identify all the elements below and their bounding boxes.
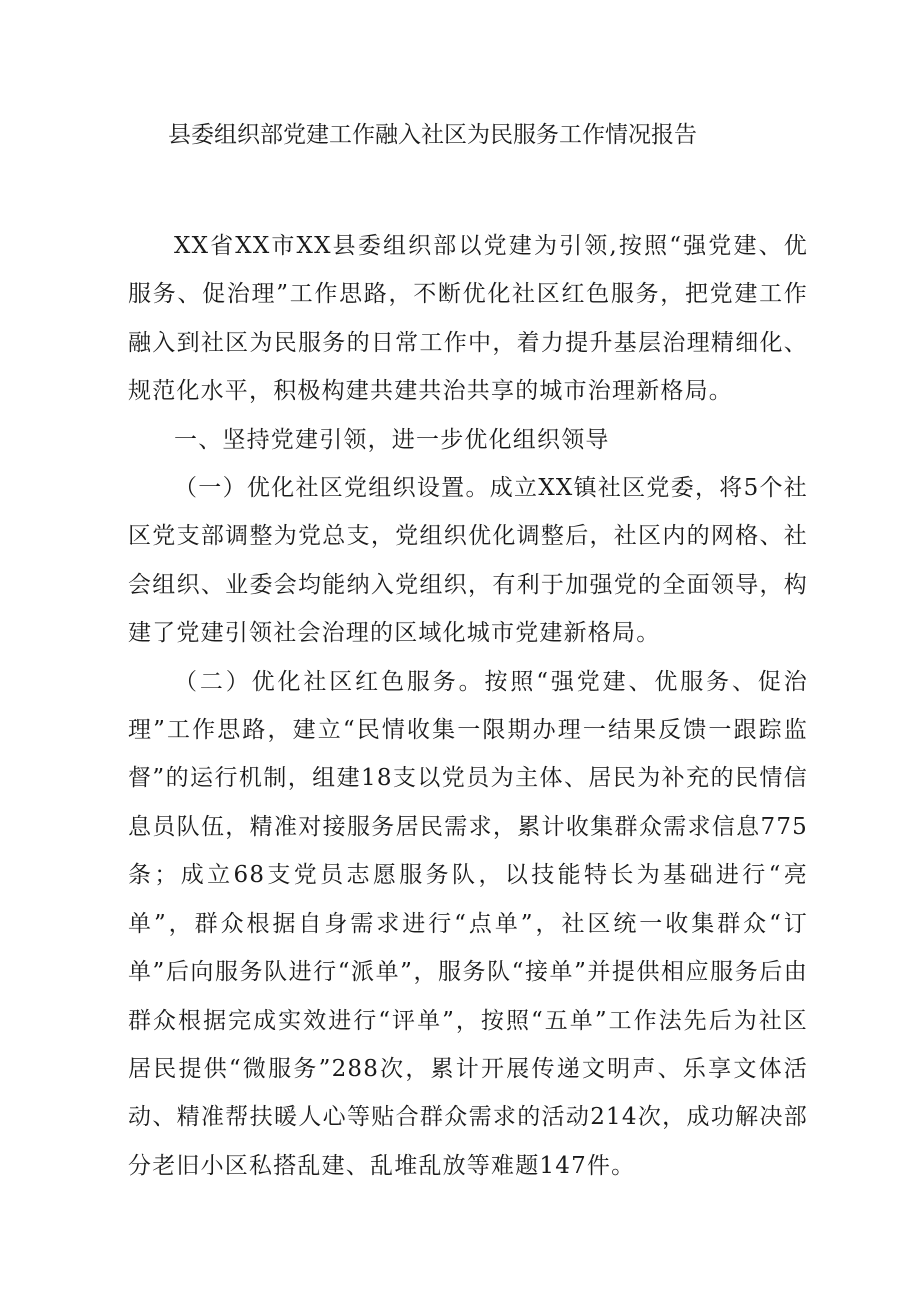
section-heading: 一、坚持党建引领，进一步优化组织领导 [174, 426, 610, 453]
section-item-paragraph: （一）优化社区党组织设置。成立XX镇社区党委，将5个社区党支部调整为党总支，党组织优化调整后，社区内的网格、社会组织、业委会均能纳入党组织，有利于加强党的全面领导，构建了党建引领社会治理的区域化城市党建新格局。 [128, 475, 808, 647]
document-title: 县委组织部党建工作融入社区为民服务工作情况报告 [168, 122, 697, 148]
section-item-paragraph: （二）优化社区红色服务。按照“强党建、优服务、促治理”工作思路，建立“民情收集一限期办理一结果反馈一跟踪监督”的运行机制，组建18支以党员为主体、居民为补充的民情信息员队伍，精准对接服务居民需求，累计收集群众需求信息775条；成立68支党员志愿服务队，以技能特长为基础进行“亮单”，群众根据自身需求进行“点单”，社区统一收集群众“订单”后向服务队进行“派单”，服务队“接单”并提供相应服务后由群众根据完成实效进行“评单”，按照“五单”工作法先后为社区居民提供“微服务”288次，累计开展传递文明声、乐享文体活动、精准帮扶暖人心等贴合群众需求的活动214次，成功解决部分老旧小区私搭乱建、乱堆乱放等难题147件。 [128, 668, 808, 1179]
intro-paragraph: XX省XX市XX县委组织部以党建为引领,按照“强党建、优服务、促治理”工作思路，不断优化社区红色服务，把党建工作融入到社区为民服务的日常工作中，着力提升基层治理精细化、规范化水平，积极构建共建共治共享的城市治理新格局。 [128, 233, 808, 405]
document-body [128, 222, 808, 1190]
